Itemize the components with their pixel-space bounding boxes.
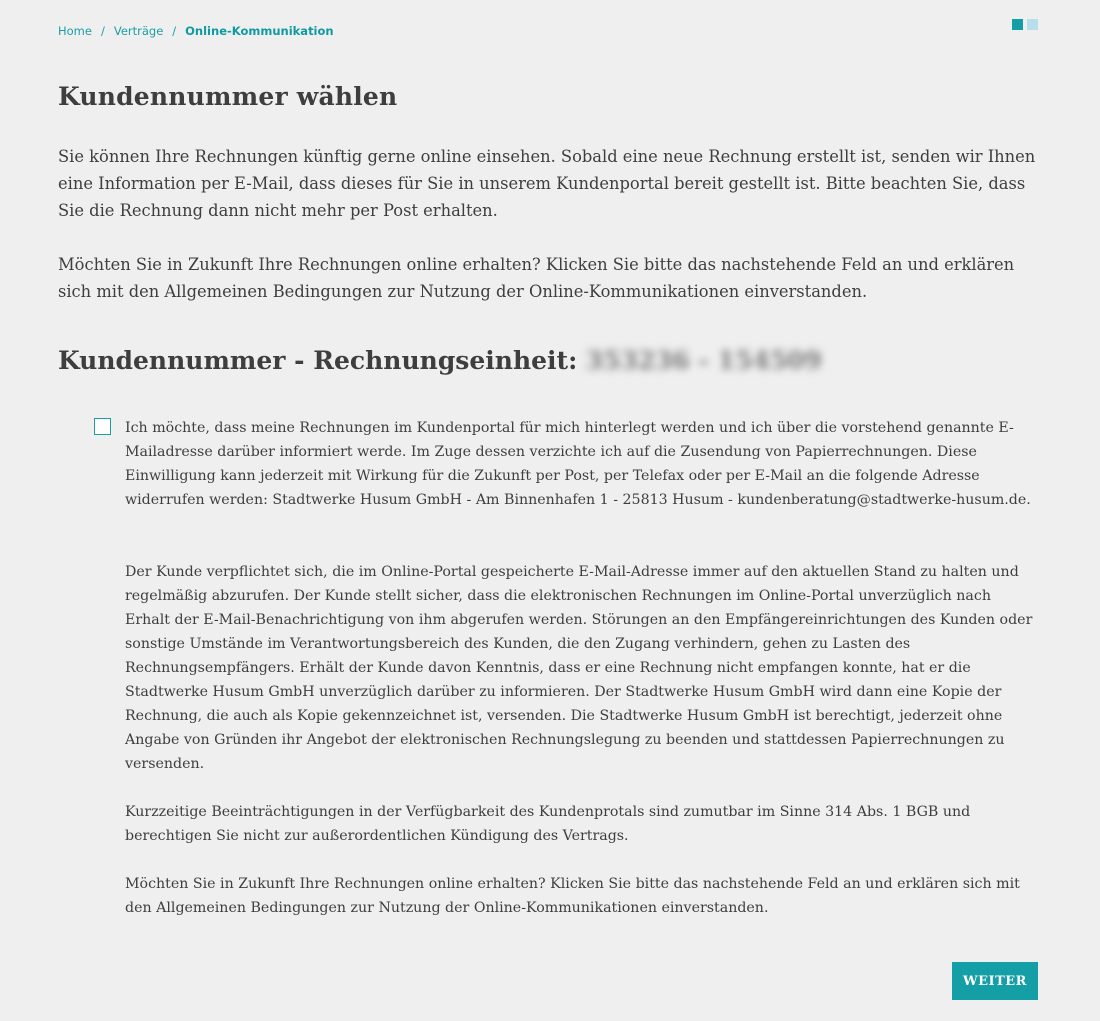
- breadcrumb-separator: /: [100, 24, 105, 38]
- page-title: Kundennummer wählen: [58, 82, 398, 111]
- breadcrumb-separator: /: [172, 24, 177, 38]
- consent-paragraph-3: Kurzzeitige Beeinträchtigungen in der Verfügbarkeit des Kundenprotals sind zumutbar im Sinne 314 Abs. 1 BGB und berechtigen Sie nicht zur außerordentlichen Kündigung des Vertrags.: [125, 804, 971, 844]
- consent-paragraph-2: Der Kunde verpflichtet sich, die im Online-Portal gespeicherte E-Mail-Adresse immer auf den aktuellen Stand zu halten und regelmäßig abzurufen. Der Kunde stellt sicher, dass die elektronischen Rechnungen im Online-Portal unverzüglich nach Erhalt der E-Mail-Benachrichtigung von ihm abgerufen werden. Störungen an den Empfängereinrichtungen des Kunden oder sonstige Umstände im Verantwortungsbereich des Kunden, die den Zugang verhindern, gehen zu Lasten des Rechnungsempfängers. Erhält der Kunde davon Kenntnis, dass er eine Rechnung nicht empfangen konnte, hat er die Stadtwerke Husum GmbH unverzüglich darüber zu informieren. Der Stadtwerke Husum GmbH wird dann eine Kopie der Rechnung, die auch als Kopie gekennzeichnet ist, versenden. Die Stadtwerke Husum GmbH ist berechtigt, jederzeit ohne Angabe von Gründen ihr Angebot der elektronischen Rechnungslegung zu beenden und stattdessen Papierrechnungen zu versenden.: [125, 564, 1033, 772]
- step-indicator: [1012, 19, 1038, 30]
- consent-checkbox[interactable]: [94, 418, 111, 435]
- customer-number-heading: [58, 346, 822, 375]
- breadcrumb: [58, 24, 334, 38]
- step-indicator-active: [1012, 19, 1023, 30]
- intro-paragraph-1: Sie können Ihre Rechnungen künftig gerne online einsehen. Sobald eine neue Rechnung erstellt ist, senden wir Ihnen eine Information per E-Mail, dass dieses für Sie in unserem Kundenportal bereit gestellt ist. Bitte beachten Sie, dass Sie die Rechnung dann nicht mehr per Post erhalten.: [58, 147, 1036, 220]
- step-indicator-inactive: [1027, 19, 1038, 30]
- intro-paragraph-2: Möchten Sie in Zukunft Ihre Rechnungen online erhalten? Klicken Sie bitte das nachstehende Feld an und erklären sich mit den Allgemeinen Bedingungen zur Nutzung der Online-Kommunikationen einverstanden.: [58, 255, 1015, 301]
- customer-number-label: Kundennummer - Rechnungseinheit:: [58, 346, 578, 375]
- breadcrumb-home-link[interactable]: Home: [58, 24, 92, 38]
- consent-paragraph-1: Ich möchte, dass meine Rechnungen im Kundenportal für mich hinterlegt werden und ich über die vorstehend genannte E-Mailadresse darüber informiert werde. Im Zuge dessen verzichte ich auf die Zusendung von Papierrechnungen. Diese Einwilligung kann jederzeit mit Wirkung für die Zukunft per Post, per Telefax oder per E-Mail an die folgende Adresse widerrufen werden: Stadtwerke Husum GmbH - Am Binnenhafen 1 - 25813 Husum - kundenberatung@stadtwerke-husum.de.: [125, 420, 1031, 508]
- weiter-button[interactable]: WEITER: [952, 962, 1038, 1000]
- consent-paragraph-4: Möchten Sie in Zukunft Ihre Rechnungen online erhalten? Klicken Sie bitte das nachstehende Feld an und erklären sich mit den Allgemeinen Bedingungen zur Nutzung der Online-Kommunikationen einverstanden.: [125, 876, 1020, 916]
- breadcrumb-vertraege-link[interactable]: Verträge: [113, 24, 164, 38]
- breadcrumb-current: Online-Kommunikation: [185, 24, 334, 38]
- customer-number-value: 353236 - 154509: [585, 346, 822, 375]
